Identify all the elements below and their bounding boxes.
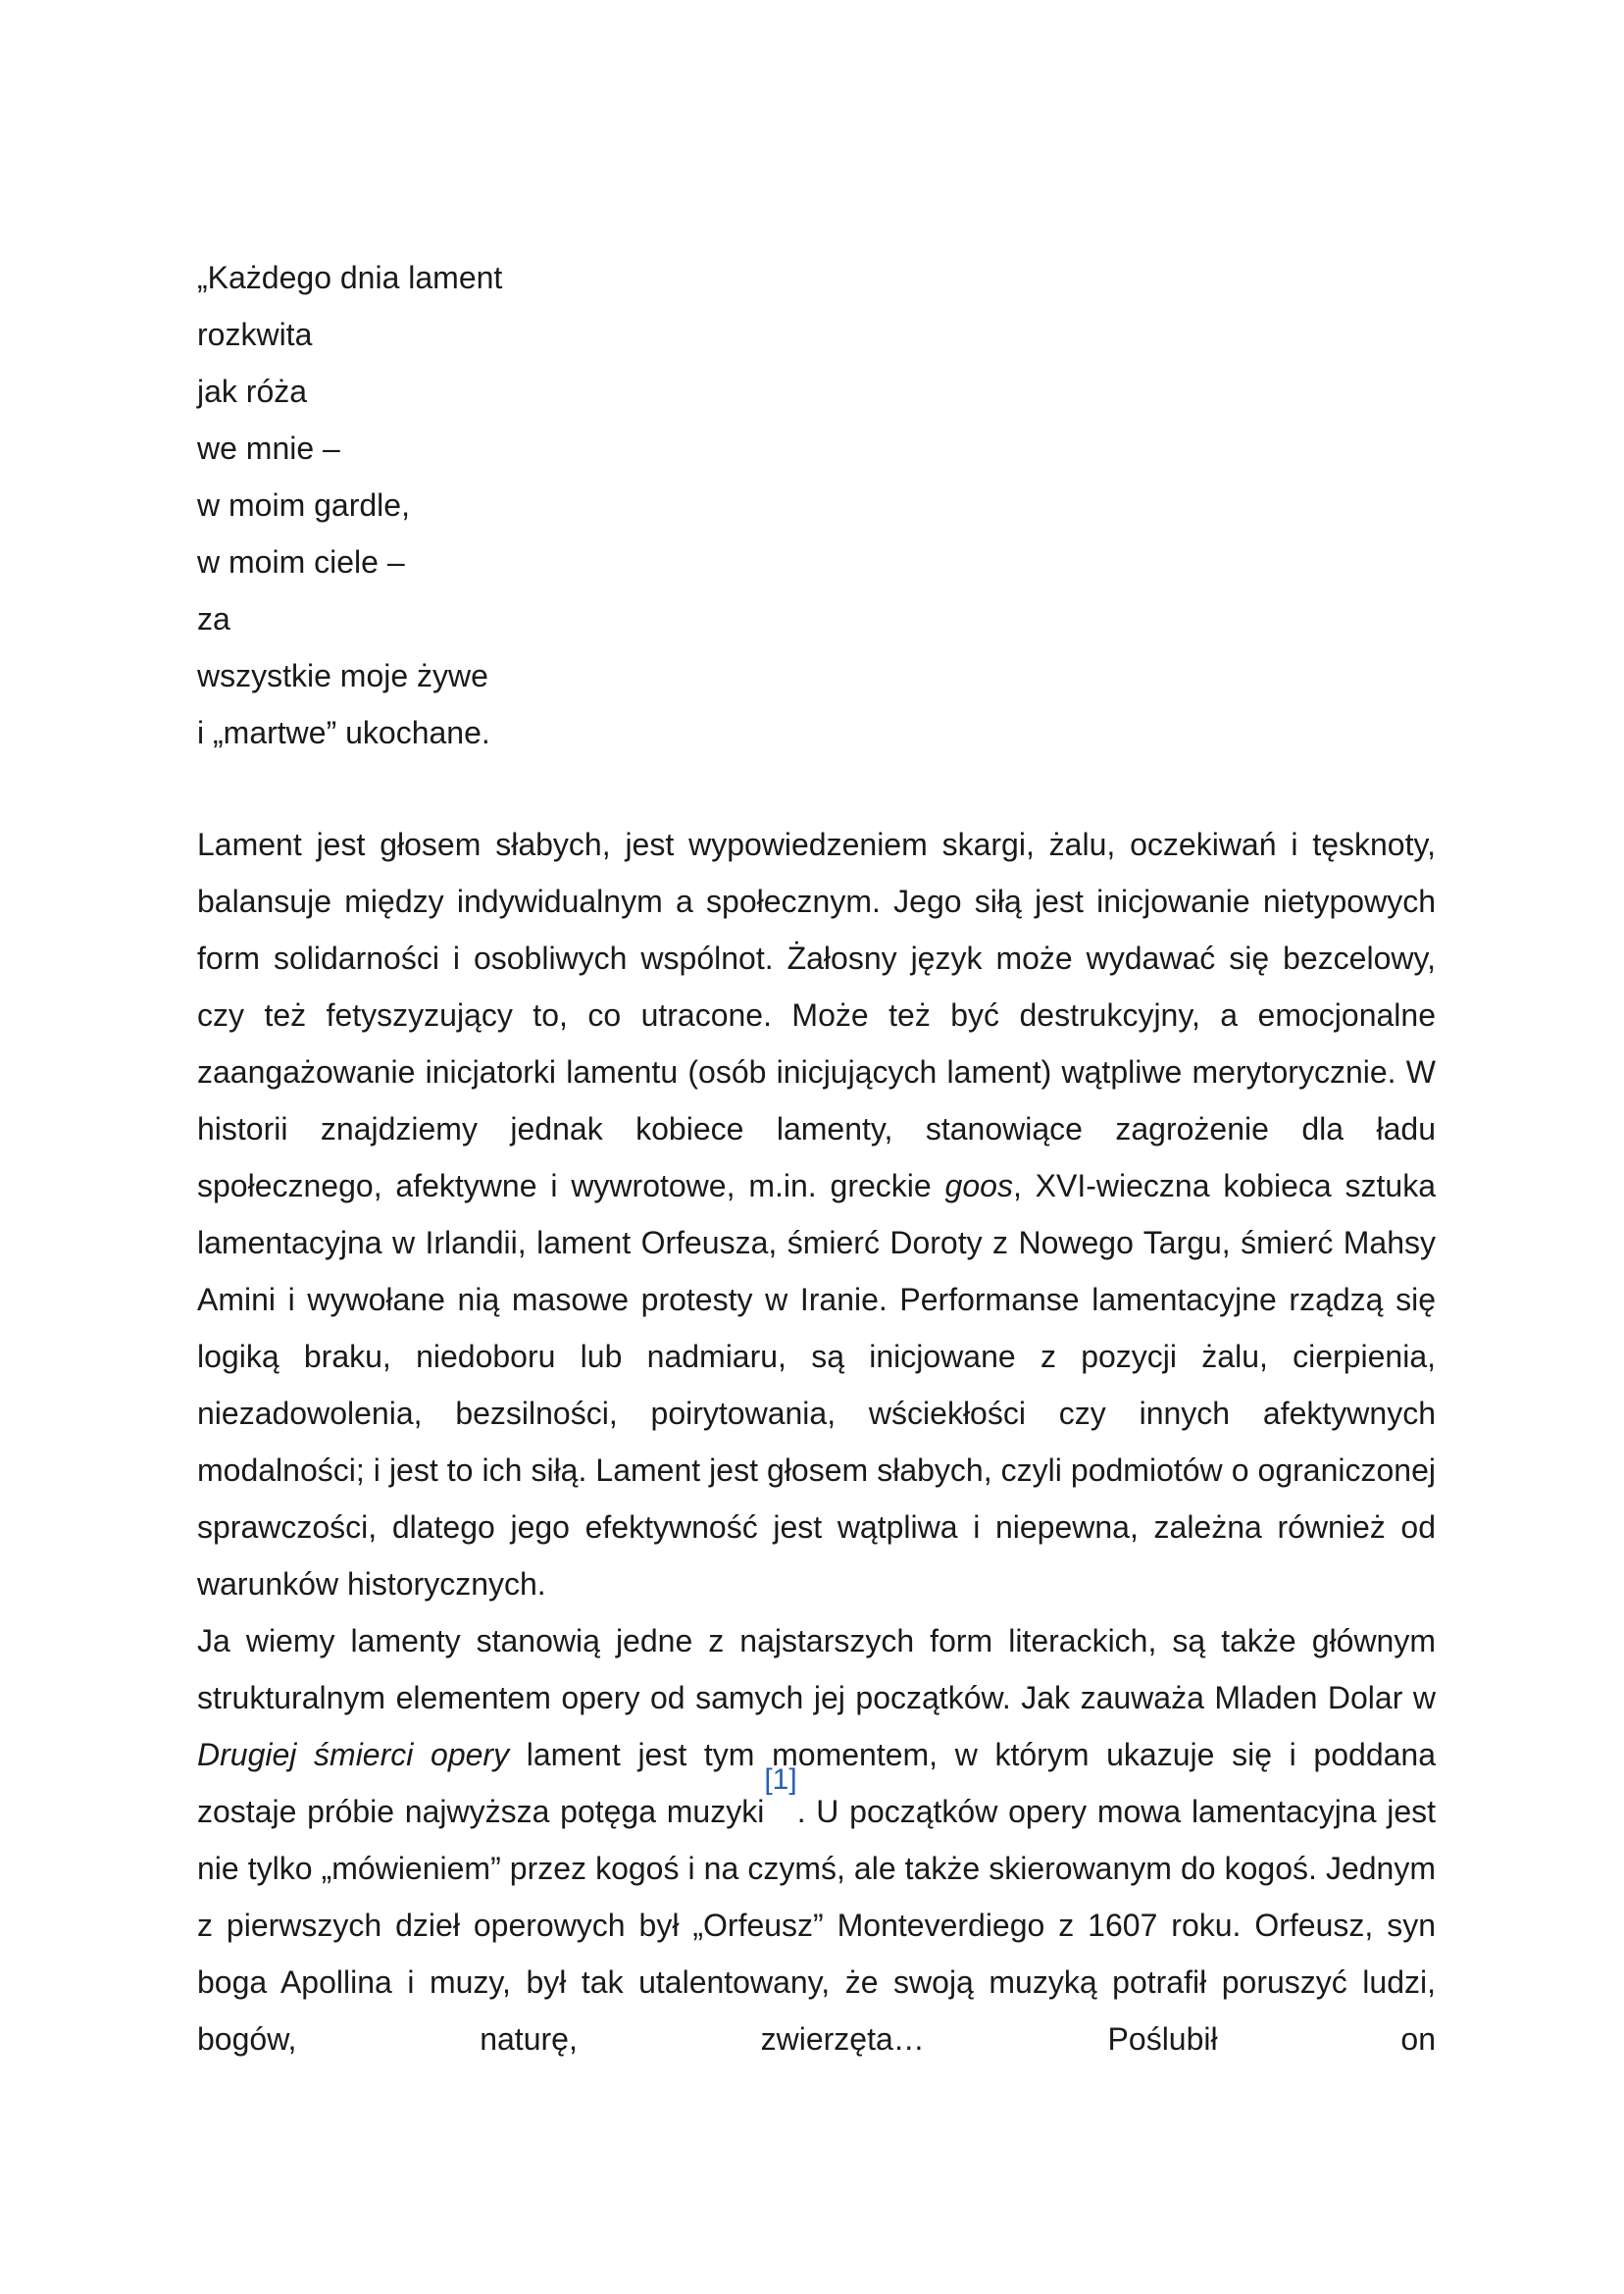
italic-term-goos: goos — [944, 1168, 1013, 1203]
poem-line: we mnie – — [197, 431, 340, 466]
paragraph-text: . U początków opery mowa lamentacyjna jest nie tylko „mówieniem” przez kogoś i na czymś, ale także skierowanym do kogoś. Jednym z pierwszych dzieł operowych był „Orfeusz” Monteverdiego z 1607 roku. Orfeusz, syn boga Apollina i muzy, był tak utalentowany, że swoją muzyką potrafił poruszyć ludzi, bogów, naturę, zwierzęta… Poślubił on — [197, 1794, 1437, 2057]
paragraph-text: , XVI-wieczna kobieca sztuka lamentacyjna w Irlandii, lament Orfeusza, śmierć Doroty z Nowego Targu, śmierć Mahsy Amini i wywołane nią masowe protesty w Iranie. Performanse lamentacyjne rządzą się logiką braku, niedoboru lub nadmiaru, są inicjowane z pozycji żalu, cierpienia, niezadowolenia, bezsilności, poirytowania, wściekłości czy innych afektywnych modalności; i jest to ich siłą. Lament jest głosem słabych, czyli podmiotów o ograniczonej sprawczości, dlatego jego efektywność jest wątpliwa i niepewna, zależna również od warunków historycznych. — [197, 1168, 1437, 1602]
poem-line: za — [197, 601, 230, 637]
poem-line: rozkwita — [197, 317, 313, 352]
poem — [197, 249, 884, 761]
body-text — [197, 816, 1436, 2067]
footnote-link[interactable]: [1] — [764, 1763, 797, 1797]
poem-line: wszystkie moje żywe — [197, 658, 488, 693]
paragraph-opera — [197, 1612, 1436, 2067]
poem-line: w moim gardle, — [197, 487, 410, 523]
paragraph-text: Lament jest głosem słabych, jest wypowiedzeniem skargi, żalu, oczekiwań i tęsknoty, balansuje między indywidualnym a społecznym. Jego siłą jest inicjowanie nietypowych form solidarności i osobliwych wspólnot. Żałosny język może wydawać się bezcelowy, czy też fetyszyzujący to, co utracone. Może też być destrukcyjny, a emocjonalne zaangażowanie inicjatorki lamentu (osób inicjujących lament) wątpliwe merytorycznie. W historii znajdziemy jednak kobiece lamenty, stanowiące zagrożenie dla ładu społecznego, afektywne i wywrotowe, m.in. greckie — [197, 827, 1436, 1203]
paragraph-text: Ja wiemy lamenty stanowią jedne z najstarszych form literackich, są także głównym strukturalnym elementem opery od samych jej początków. Jak zauważa Mladen Dolar w — [197, 1623, 1436, 1715]
italic-book-title: Drugiej śmierci opery — [197, 1737, 510, 1772]
poem-line: i „martwe” ukochane. — [197, 715, 490, 750]
poem-line: „Każdego dnia lament — [197, 260, 503, 295]
paragraph-text: lament jest tym momentem, w którym ukazuje się i poddana zostaje próbie najwyższa potęga muzyki — [197, 1737, 1437, 1829]
poem-line: w moim ciele – — [197, 544, 405, 580]
poem-line: jak róża — [197, 374, 308, 409]
paragraph-lament-intro — [197, 816, 1436, 1612]
